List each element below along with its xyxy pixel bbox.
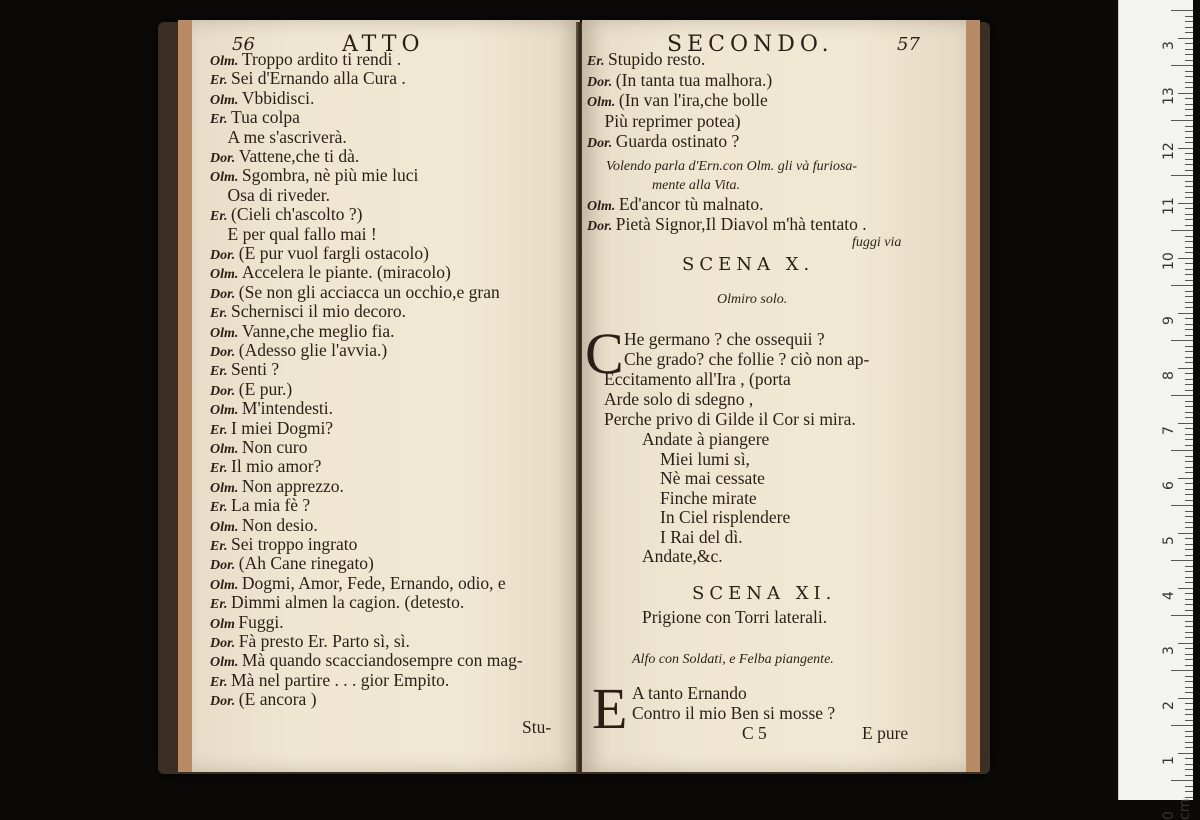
ruler-tick: [1185, 582, 1193, 583]
ruler-tick: [1185, 577, 1193, 578]
ruler-tick: [1185, 654, 1193, 655]
ruler-tick: [1185, 720, 1193, 721]
ruler-tick: [1185, 247, 1193, 248]
ruler-tick: [1178, 643, 1193, 644]
ruler-tick: [1185, 417, 1193, 418]
speaker-label: Er.: [210, 112, 232, 128]
ruler-tick: [1185, 687, 1193, 688]
ruler-tick: [1178, 258, 1193, 259]
ruler-tick: [1185, 263, 1193, 264]
ruler-tick: [1185, 742, 1193, 743]
speaker-label: Olm.: [210, 577, 242, 593]
stage-direction: Volendo parla d'Ern.con Olm. gli và furiosa-: [606, 159, 858, 174]
ruler-tick: [1185, 571, 1193, 572]
line-text: Fuggi.: [238, 611, 284, 632]
ruler-tick: [1185, 401, 1193, 402]
speaker-label: Dor.: [587, 219, 616, 234]
dialogue-line: [587, 195, 763, 216]
ruler-tick: [1185, 27, 1193, 28]
ruler-tick: [1178, 313, 1193, 314]
ruler-tick: [1185, 329, 1193, 330]
ruler-tick: [1185, 274, 1193, 275]
line-text: Accelera le piante. (miracolo): [241, 262, 451, 283]
ruler-tick: [1185, 692, 1193, 693]
ruler-tick: [1185, 758, 1193, 759]
drop-cap-c: C: [585, 321, 624, 386]
scene-xi-heading: SCENA XI.: [692, 583, 837, 604]
line-text: Pietà Signor,Il Diavol m'hà tentato .: [615, 214, 867, 234]
speaker-label: Dor.: [210, 248, 239, 263]
ruler-tick: [1171, 560, 1193, 561]
ruler-tick: [1178, 203, 1193, 204]
ruler-number: 9: [1161, 316, 1177, 325]
ruler-tick: [1185, 71, 1193, 72]
exit-direction: fuggi via: [852, 235, 902, 250]
ruler-tick: [1185, 186, 1193, 187]
speaker-label: Dor.: [587, 136, 616, 151]
dialogue-line: [210, 128, 347, 147]
speaker-label: Olm.: [587, 95, 619, 110]
ruler-tick: [1185, 357, 1193, 358]
ruler-tick: [1185, 351, 1193, 352]
ruler-tick: [1185, 555, 1193, 556]
speaker-label: Olm.: [210, 519, 242, 535]
line-text: Mà nel partire . . . gior Empito.: [231, 669, 450, 690]
ruler-tick: [1185, 21, 1193, 22]
line-text: (In tanta tua malhora.): [615, 69, 773, 90]
left-page: [178, 20, 580, 772]
ruler-tick: [1185, 610, 1193, 611]
ruler-tick: [1185, 324, 1193, 325]
ruler-tick: [1185, 731, 1193, 732]
ruler-tick: [1185, 522, 1193, 523]
line-text: Vanne,che meglio fia.: [241, 320, 395, 341]
line-text: (Cieli ch'ascolto ?): [231, 204, 363, 225]
ruler-tick: [1171, 725, 1193, 726]
ruler-tick: [1185, 318, 1193, 319]
ruler-tick: [1185, 98, 1193, 99]
line-text: (E pur.): [238, 378, 293, 399]
closing-line: A tanto Ernando: [632, 683, 747, 703]
ruler-tick: [1185, 769, 1193, 770]
ruler-tick: [1185, 335, 1193, 336]
ruler-tick: [1185, 137, 1193, 138]
ruler-number: 4: [1161, 591, 1177, 600]
line-text: Tua colpa: [231, 107, 300, 128]
speaker-label: Olm.: [210, 54, 242, 69]
ruler-tick: [1171, 780, 1193, 781]
speaker-label: Dor.: [587, 74, 616, 90]
ruler-tick: [1185, 252, 1193, 253]
ruler-tick: [1185, 236, 1193, 237]
line-text: Sei troppo ingrato: [231, 534, 358, 554]
speaker-label: Dor.: [210, 286, 239, 302]
speaker-label: Er.: [210, 461, 232, 477]
line-text: Non curo: [241, 437, 308, 457]
ruler-tick: [1185, 467, 1193, 468]
ruler-tick: [1185, 208, 1193, 209]
monologue-line: Che grado? che follie ? ciò non ap-: [624, 349, 870, 369]
line-text: E per qual fallo mai !: [210, 223, 377, 244]
line-text: I miei Dogmi?: [231, 417, 334, 438]
ruler-tick: [1185, 280, 1193, 281]
ruler-number: 10: [1161, 252, 1177, 270]
ruler-tick: [1185, 461, 1193, 462]
speaker-label: Dor.: [210, 694, 239, 710]
aria-line: In Ciel risplendere: [660, 507, 791, 527]
ruler-tick: [1185, 60, 1193, 61]
ruler-tick: [1185, 241, 1193, 242]
ruler-tick: [1185, 214, 1193, 215]
ruler-tick: [1185, 439, 1193, 440]
dialogue-line: [210, 690, 317, 711]
aria-line: Andate,&c.: [642, 546, 723, 566]
line-text: Senti ?: [231, 359, 280, 380]
ruler-tick: [1185, 483, 1193, 484]
ruler-tick: [1185, 456, 1193, 457]
monologue-line: Eccitamento all'Ira , (porta: [604, 369, 791, 389]
ruler-tick: [1185, 384, 1193, 385]
line-text: Il mio amor?: [231, 456, 322, 477]
ruler-tick: [1185, 159, 1193, 160]
ruler-tick: [1171, 65, 1193, 66]
ruler-tick: [1178, 148, 1193, 149]
ruler-tick: [1171, 175, 1193, 176]
right-catchword: E pure: [862, 723, 909, 743]
line-text: Ed'ancor tù malnato.: [618, 194, 764, 214]
ruler-tick: [1185, 786, 1193, 787]
ruler-tick: [1185, 225, 1193, 226]
line-text: (E pur vuol fargli ostacolo): [238, 243, 429, 263]
line-text: Schernisci il mio decoro.: [231, 301, 406, 322]
ruler-tick: [1185, 219, 1193, 220]
left-catchword: Stu-: [522, 717, 552, 737]
ruler-tick: [1185, 494, 1193, 495]
speaker-label: Olm.: [210, 442, 242, 457]
ruler-tick: [1185, 764, 1193, 765]
ruler-tick: [1185, 472, 1193, 473]
monologue-line: He germano ? che ossequii ?: [624, 329, 825, 349]
ruler-tick: [1185, 49, 1193, 50]
line-text: Non apprezzo.: [241, 475, 344, 496]
speaker-label: Olm.: [210, 655, 242, 671]
dialogue-line: [587, 112, 741, 131]
ruler-tick: [1185, 665, 1193, 666]
speaker-label: Olm.: [587, 199, 619, 214]
ruler-tick: [1185, 181, 1193, 182]
speaker-label: Olm.: [210, 480, 242, 496]
ruler-number: 7: [1161, 426, 1177, 435]
ruler-tick: [1185, 82, 1193, 83]
ruler-tick: [1185, 32, 1193, 33]
line-text: Stupido resto.: [608, 49, 706, 69]
ruler-tick: [1171, 615, 1193, 616]
ruler-tick: [1185, 54, 1193, 55]
ruler-tick: [1171, 340, 1193, 341]
ruler-tick: [1185, 346, 1193, 347]
ruler-tick: [1185, 131, 1193, 132]
ruler-tick: [1171, 395, 1193, 396]
ruler-tick: [1185, 500, 1193, 501]
line-text: (Adesso glie l'avvia.): [238, 340, 388, 360]
ruler-tick: [1185, 516, 1193, 517]
line-text: Vattene,che ti dà.: [238, 146, 360, 166]
speaker-label: Dor.: [210, 636, 239, 651]
ruler-number: 0 cm: [1161, 798, 1193, 820]
ruler-number: 5: [1161, 536, 1177, 545]
speaker-label: Dor.: [210, 558, 239, 574]
line-text: Mà quando scacciandosempre con mag-: [241, 650, 523, 671]
ruler-tick: [1185, 538, 1193, 539]
aria-line: Andate à piangere: [642, 429, 770, 449]
scene-xi-setting: Prigione con Torri laterali.: [642, 607, 828, 627]
speaker-label: Er.: [210, 209, 232, 225]
aria-line: Finche mirate: [660, 487, 757, 508]
left-page-number: 56: [232, 34, 255, 55]
ruler-tick: [1171, 230, 1193, 231]
dialogue-line: [210, 186, 330, 205]
ruler-tick: [1185, 709, 1193, 710]
speaker-label: Olm.: [210, 92, 242, 108]
ruler-tick: [1185, 269, 1193, 270]
ruler-tick: [1185, 109, 1193, 110]
drop-cap-e: E: [592, 676, 628, 741]
speaker-label: Er.: [210, 306, 232, 322]
speaker-label: Dor.: [210, 383, 239, 399]
speaker-label: Er.: [210, 500, 232, 516]
right-page: [582, 20, 980, 772]
ruler-tick: [1171, 285, 1193, 286]
ruler-tick: [1185, 390, 1193, 391]
left-running-head: ATTO: [342, 32, 425, 57]
ruler-tick: [1178, 533, 1193, 534]
ruler-tick: [1171, 10, 1193, 11]
ruler-tick: [1185, 170, 1193, 171]
line-text: Guarda ostinato ?: [615, 131, 740, 151]
speaker-label: Er.: [210, 674, 232, 690]
ruler-tick: [1185, 87, 1193, 88]
dialogue-line: [587, 132, 739, 153]
ruler-tick: [1185, 362, 1193, 363]
speaker-label: Dor.: [210, 151, 239, 166]
ruler-tick: [1185, 126, 1193, 127]
signature-mark: C 5: [742, 723, 767, 743]
speaker-label: Er.: [210, 422, 232, 438]
aria-line: Miei lumi sì,: [660, 448, 750, 469]
ruler-tick: [1185, 489, 1193, 490]
ruler-tick: [1185, 714, 1193, 715]
ruler-tick: [1185, 16, 1193, 17]
speaker-label: Olm.: [210, 325, 242, 341]
ruler-tick: [1185, 621, 1193, 622]
ruler-tick: [1185, 192, 1193, 193]
ruler-tick: [1178, 38, 1193, 39]
line-text: (Se non gli acciacca un occhio,e gran: [238, 281, 500, 302]
line-text: (Ah Cane rinegato): [238, 553, 374, 574]
ruler-tick: [1185, 373, 1193, 374]
scene-x-cast: Olmiro solo.: [717, 292, 788, 307]
ruler-tick: [1185, 412, 1193, 413]
line-text: Sei d'Ernando alla Cura .: [231, 68, 406, 89]
scene-x-heading: SCENA X.: [682, 254, 815, 275]
ruler-tick: [1185, 43, 1193, 44]
ruler-tick: [1185, 797, 1193, 798]
dialogue-line: [587, 50, 705, 71]
ruler-tick: [1185, 428, 1193, 429]
line-text: Vbbidisci.: [241, 87, 315, 108]
ruler-number: 12: [1161, 142, 1177, 160]
ruler-tick: [1185, 747, 1193, 748]
ruler-tick: [1185, 511, 1193, 512]
ruler-tick: [1185, 379, 1193, 380]
line-text: Troppo ardito ti rendi .: [241, 49, 402, 69]
dialogue-line: [587, 91, 768, 112]
scene-xi-cast: Alfo con Soldati, e Felba piangente.: [632, 652, 834, 667]
ruler-tick: [1185, 527, 1193, 528]
ruler-tick: [1178, 478, 1193, 479]
speaker-label: Er.: [587, 54, 609, 69]
ruler-tick: [1185, 604, 1193, 605]
speaker-label: Olm.: [210, 403, 242, 419]
ruler-tick: [1185, 296, 1193, 297]
ruler-tick: [1185, 142, 1193, 143]
ruler-tick: [1185, 307, 1193, 308]
ruler-tick: [1185, 544, 1193, 545]
speaker-label: Er.: [210, 539, 232, 554]
aria-line: I Rai del dì.: [660, 526, 743, 547]
ruler-tick: [1171, 120, 1193, 121]
ruler-number: 3: [1161, 646, 1177, 655]
ruler-tick: [1185, 197, 1193, 198]
monologue-line: Arde solo di sdegno ,: [604, 389, 754, 409]
line-text: Dogmi, Amor, Fede, Ernando, odio, e: [241, 572, 506, 593]
ruler-number: 6: [1161, 481, 1177, 490]
speaker-label: Er.: [210, 364, 232, 380]
line-text: A me s'ascriverà.: [210, 126, 347, 147]
ruler-tick: [1185, 291, 1193, 292]
ruler-tick: [1178, 753, 1193, 754]
ruler-number: 1: [1161, 756, 1177, 765]
stage-direction-cont: mente alla Vita.: [652, 178, 740, 193]
ruler-tick: [1171, 505, 1193, 506]
ruler-tick: [1185, 406, 1193, 407]
ruler-tick: [1185, 76, 1193, 77]
aria-line: Nè mai cessate: [660, 468, 765, 488]
speaker-label: Er.: [210, 597, 232, 613]
ruler-tick: [1185, 703, 1193, 704]
speaker-label: Er.: [210, 73, 232, 89]
closing-line: Contro il mio Ben si mosse ?: [632, 703, 836, 723]
line-text: Non desio.: [241, 514, 318, 535]
ruler-tick: [1178, 588, 1193, 589]
ruler-tick: [1178, 423, 1193, 424]
ruler-tick: [1185, 736, 1193, 737]
ruler-tick: [1185, 164, 1193, 165]
ruler-tick: [1185, 676, 1193, 677]
speaker-label: Olm: [210, 616, 239, 632]
line-text: Osa di riveder.: [210, 184, 331, 205]
ruler-tick: [1185, 566, 1193, 567]
speaker-label: Olm.: [210, 170, 242, 186]
ruler-number: 8: [1161, 371, 1177, 380]
line-text: (E ancora ): [238, 689, 317, 710]
ruler-number: 11: [1161, 197, 1177, 215]
dialogue-line: [587, 215, 867, 236]
ruler-tick: [1185, 681, 1193, 682]
ruler-tick: [1185, 434, 1193, 435]
line-text: Dimmi almen la cagion. (detesto.: [231, 592, 465, 613]
ruler-number: 2: [1161, 701, 1177, 710]
line-text: M'intendesti.: [241, 398, 334, 419]
line-text: Sgombra, nè più mie luci: [241, 165, 419, 186]
ruler-tick: [1185, 445, 1193, 446]
ruler-number: 13: [1161, 87, 1177, 105]
speaker-label: Olm.: [210, 267, 242, 283]
line-text: (In van l'ira,che bolle: [618, 90, 768, 110]
ruler-tick: [1185, 632, 1193, 633]
dialogue-line: [587, 71, 772, 92]
ruler-tick: [1178, 368, 1193, 369]
ruler-tick: [1185, 626, 1193, 627]
line-text: La mia fè ?: [231, 495, 311, 516]
ruler-tick: [1185, 659, 1193, 660]
ruler-tick: [1171, 450, 1193, 451]
ruler-tick: [1185, 791, 1193, 792]
ruler-tick: [1185, 153, 1193, 154]
speaker-label: Dor.: [210, 345, 239, 360]
ruler-tick: [1185, 104, 1193, 105]
ruler-tick: [1185, 775, 1193, 776]
right-running-head: SECONDO.: [667, 32, 834, 57]
ruler-tick: [1178, 698, 1193, 699]
measurement-ruler: [1118, 0, 1193, 820]
ruler-tick: [1185, 648, 1193, 649]
ruler-tick: [1185, 593, 1193, 594]
ruler-number: 3: [1161, 41, 1177, 50]
line-text: Più reprimer potea): [587, 110, 741, 131]
ruler-tick: [1185, 302, 1193, 303]
ruler-tick: [1185, 637, 1193, 638]
ruler-tick: [1171, 670, 1193, 671]
ruler-tick: [1178, 93, 1193, 94]
line-text: Fà presto Er. Parto sì, sì.: [238, 631, 410, 651]
monologue-line: Perche privo di Gilde il Cor si mira.: [604, 409, 856, 429]
right-page-number: 57: [897, 34, 920, 55]
ruler-tick: [1185, 549, 1193, 550]
ruler-tick: [1185, 115, 1193, 116]
dialogue-line: [210, 225, 377, 244]
ruler-tick: [1185, 599, 1193, 600]
